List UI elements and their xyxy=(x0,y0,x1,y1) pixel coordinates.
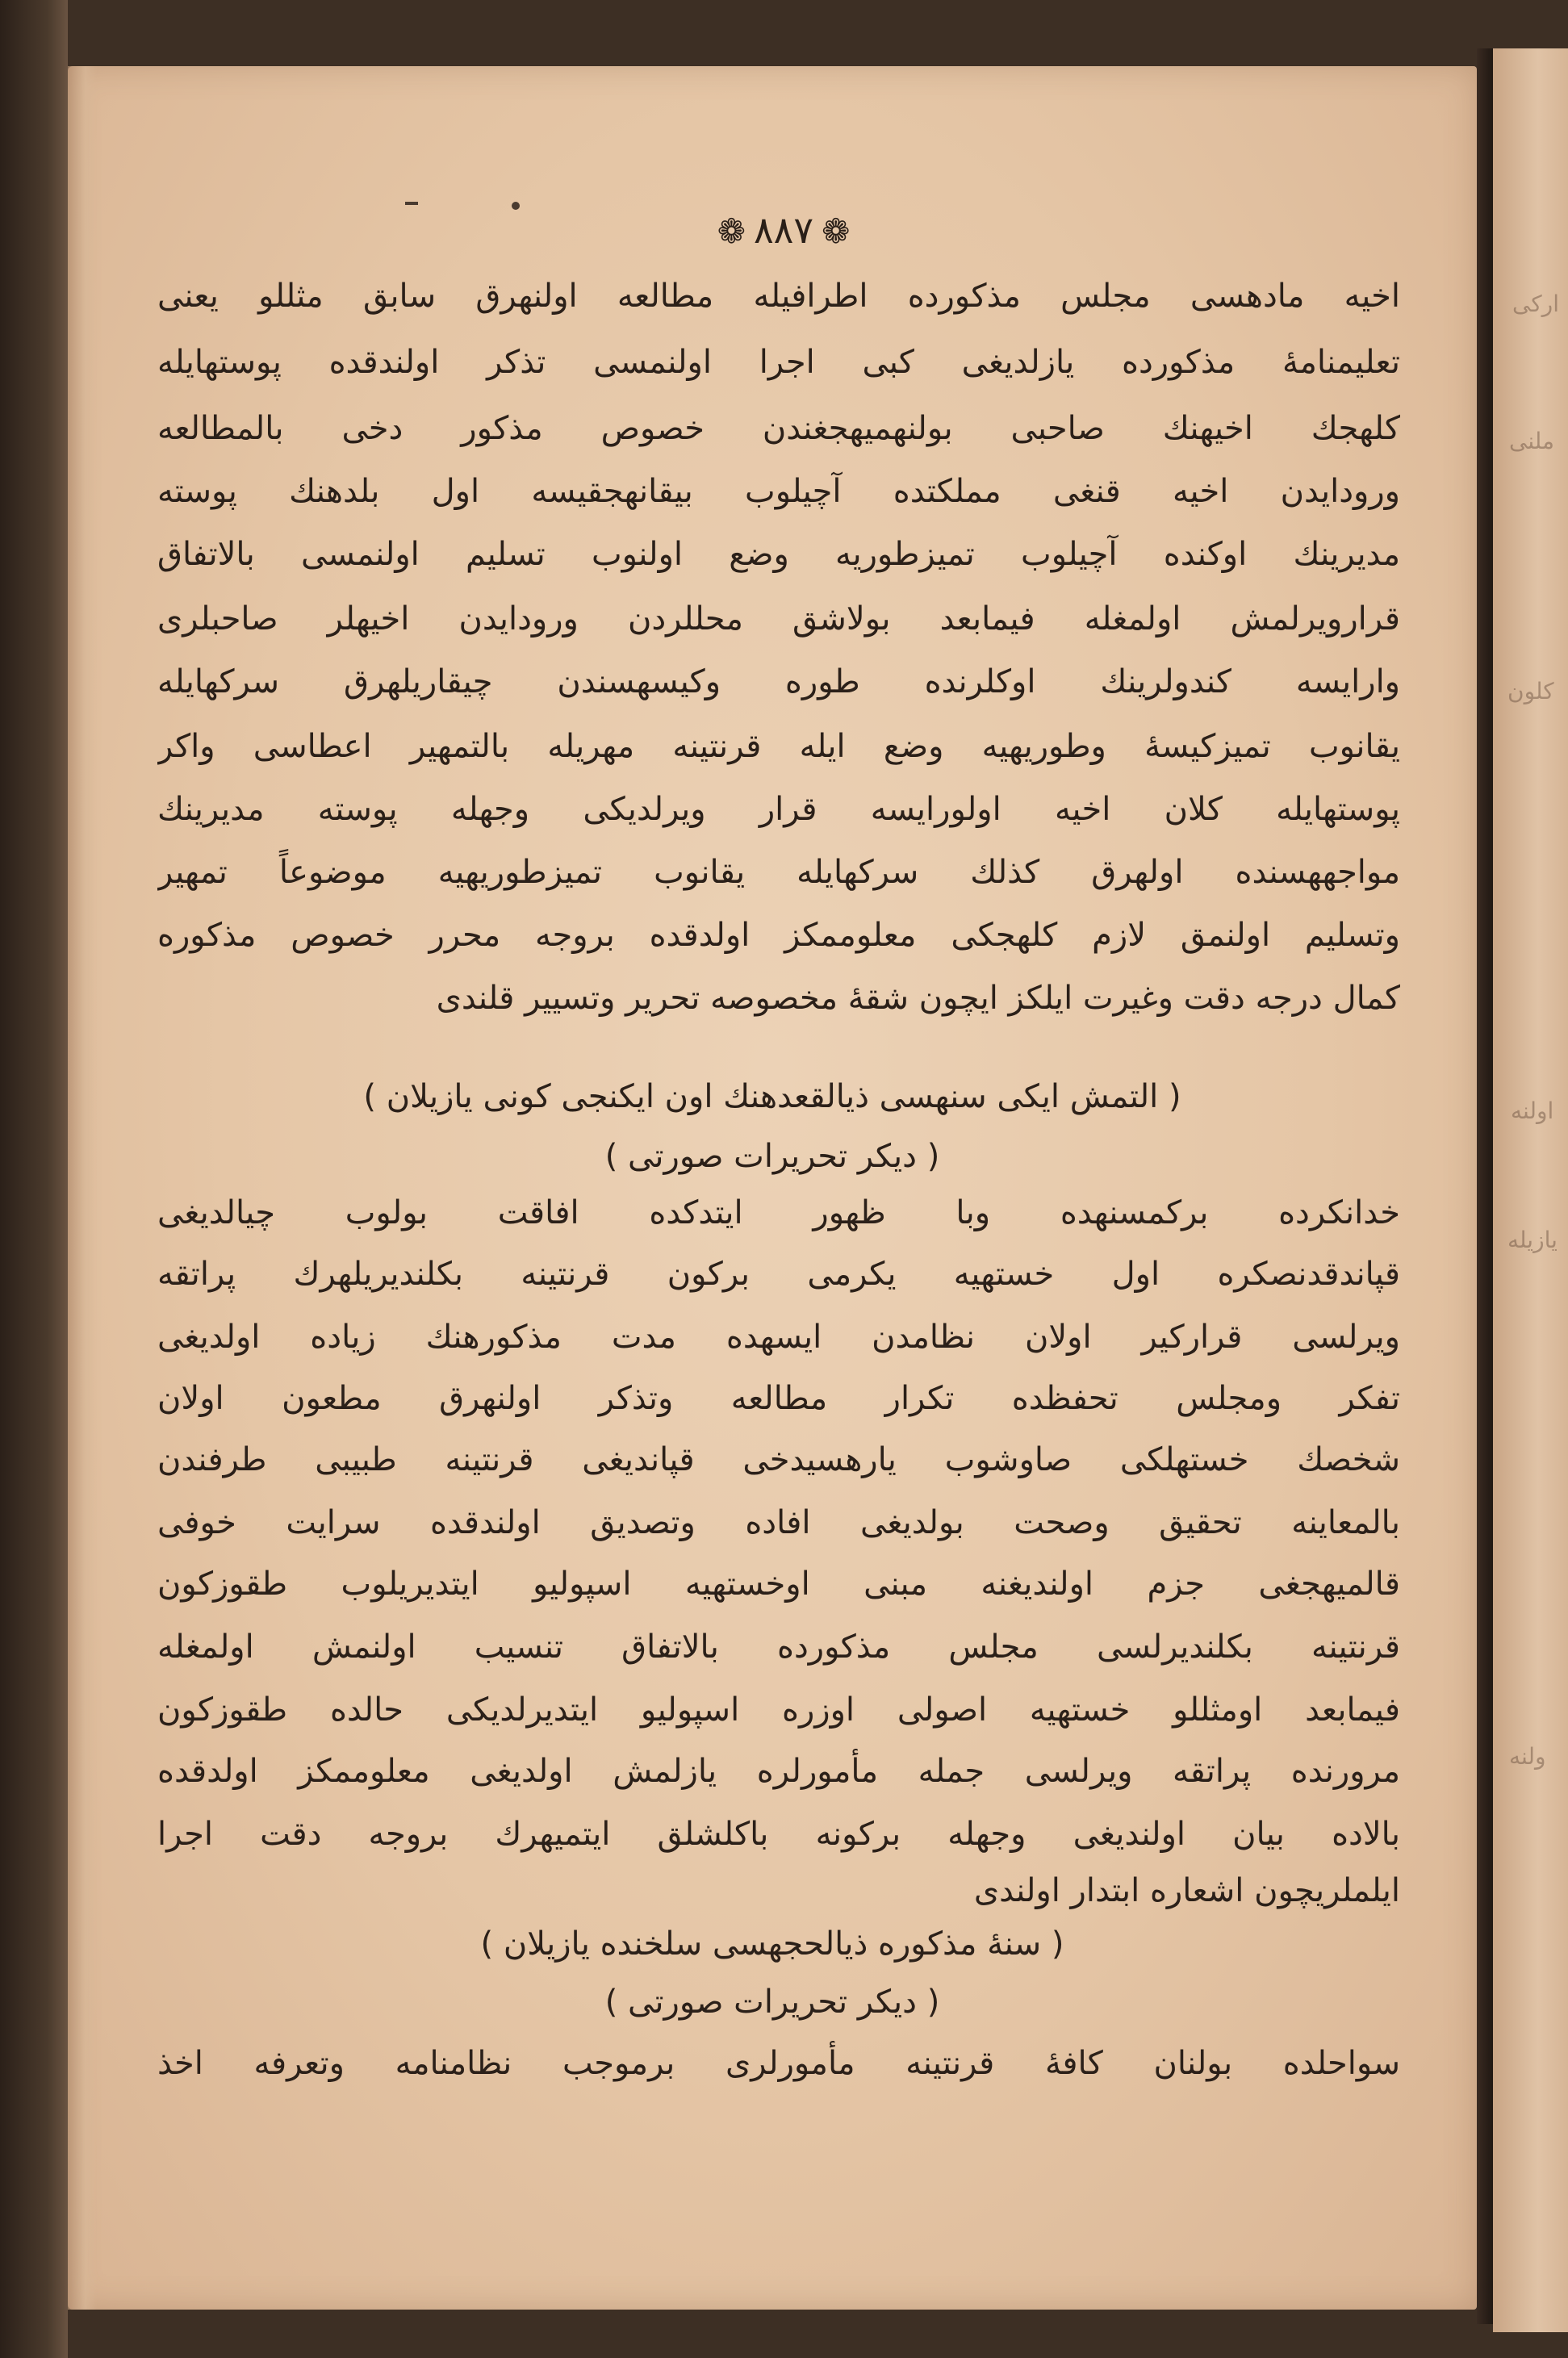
text-line: شخصك خستهلکی صاوشوب یارهسیدخی قپاندیغی قرنتینه طبیبی طرفندن xyxy=(157,1441,1400,1478)
book-gutter xyxy=(1477,48,1493,2324)
ornament-icon: ❁ xyxy=(717,211,746,251)
text-line: بالاده بیان اولندیغی وجهله برکونه باکلشلق ایتمیهرك بروجه دقت اجرا xyxy=(157,1816,1400,1853)
text-line: قپاندقدنصکره اول خستهیه یکرمی برکون قرنتینه بکلندیریلهرك پراتقه xyxy=(157,1256,1400,1293)
text-line: مدیرینك اوکنده آچیلوب تمیزطوریه وضع اولنوب تسلیم اولنمسی بالاتفاق xyxy=(157,536,1400,573)
text-line: فیمابعد اومثللو خستهیه اصولی اوزره اسپولیو ایتدیرلدیکی حالده طقوزکون xyxy=(157,1691,1400,1729)
text-line: تعلیمنامهٔ مذکورده یازلدیغی کبی اجرا اولنمسی تذکر اولندقده پوستهایله xyxy=(157,344,1400,381)
ink-mark xyxy=(512,202,520,210)
page-number xyxy=(709,208,859,252)
text-line: تفکر ومجلس تحفظده تکرار مطالعه وتذکر اولنهرق مطعون اولان xyxy=(157,1380,1400,1417)
text-line: سواحلده بولنان کافهٔ قرنتینه مأمورلری برموجب نظامنامه وتعرفه اخذ xyxy=(157,2045,1400,2082)
book-page xyxy=(68,66,1477,2310)
text-line: کلهجك اخیهنك صاحبی بولنهمیهجغندن خصوص مذکور دخی بالمطالعه xyxy=(157,410,1400,447)
adjacent-page-fragment: ولنه xyxy=(1509,1743,1546,1770)
text-line: خدانکرده برکمسنهده وبا ظهور ایتدکده افاقت بولوب چیالدیغی xyxy=(157,1194,1400,1231)
text-line: ویرلسی قرارکیر اولان نظامدن ایسهده مدت مذکورهنك زیاده اولدیغی xyxy=(157,1319,1400,1356)
page-number-value: ۸۸۷ xyxy=(753,208,814,252)
adjacent-page-fragment: کلون xyxy=(1507,678,1554,704)
text-line: قرنتینه بکلندیرلسی مجلس مذکورده بالاتفاق تنسیب اولنمش اولمغله xyxy=(157,1628,1400,1666)
text-line: قرارویرلمش اولمغله فیمابعد بولاشق محللردن ورودایدن اخیهلر صاحبلری xyxy=(157,600,1400,638)
text-line: مواجههسنده اولهرق کذلك سرکهایله یقانوب تمیزطوریهیه موضوعاً تمهیر xyxy=(157,854,1400,891)
ink-mark xyxy=(405,202,418,205)
text-line: یقانوب تمیزکیسهٔ وطوریهیه وضع ایله قرنتینه مهریله بالتمهیر اعطاسی واکر xyxy=(157,728,1400,765)
text-line: ورودایدن اخیه قنغی مملکتده آچیلوب بیقانهجقیسه اول بلدهنك پوسته xyxy=(157,473,1400,510)
section-subheading: ( دیکر تحریرات صورتی ) xyxy=(604,1138,940,1175)
page-edge-shadow xyxy=(68,66,97,2310)
section-subheading: ( دیکر تحریرات صورتی ) xyxy=(604,1984,940,2021)
section-heading: ( سنهٔ مذکوره ذیالحجهسی سلخنده یازیلان ) xyxy=(480,1925,1064,1963)
book-cover-edge xyxy=(0,0,68,2358)
text-line: پوستهایله کلان اخیه اولورایسه قرار ویرلدیکی وجهله پوسته مدیرینك xyxy=(157,791,1400,828)
adjacent-page-fragment: ارکی xyxy=(1512,291,1559,317)
ornament-icon: ❁ xyxy=(822,211,851,251)
text-line: وتسلیم اولنمق لازم کلهجکی معلوممکز اولدقده بروجه محرر خصوص مذکوره xyxy=(157,917,1400,954)
adjacent-page-fragment: اولنه xyxy=(1511,1097,1554,1124)
text-line: اخیه مادهسی مجلس مذکورده اطرافیله مطالعه اولنهرق سابق مثللو یعنی xyxy=(157,278,1400,315)
text-line: وارایسه کندولرینك اوکلرنده طوره وکیسهسندن چیقاریلهرق سرکهایله xyxy=(157,663,1400,700)
adjacent-page-fragment: ملنی xyxy=(1509,428,1555,454)
text-line: بالمعاینه تحقیق وصحت بولدیغی افاده وتصدیق اولندقده سرایت خوفی xyxy=(157,1504,1400,1541)
text-line: قالمیهجغی جزم اولندیغنه مبنی اوخستهیه اسپولیو ایتدیریلوب طقوزکون xyxy=(157,1566,1400,1603)
section-heading: ( التمش ایکی سنهسی ذیالقعدهنك اون ایکنجی کونی یازیلان ) xyxy=(363,1078,1181,1115)
text-line: ایلملریچون اشعاره ابتدار اولندی xyxy=(973,1872,1400,1909)
text-line: کمال درجه دقت وغیرت ایلکز ایچون شقهٔ مخصوصه تحریر وتسییر قلندی xyxy=(436,980,1400,1017)
adjacent-page-fragment: یازیله xyxy=(1507,1227,1558,1253)
text-line: مرورنده پراتقه ویرلسی جمله مأمورلره یازلمش اولدیغی معلوممکز اولدقده xyxy=(157,1753,1400,1790)
adjacent-page xyxy=(1493,48,1568,2332)
